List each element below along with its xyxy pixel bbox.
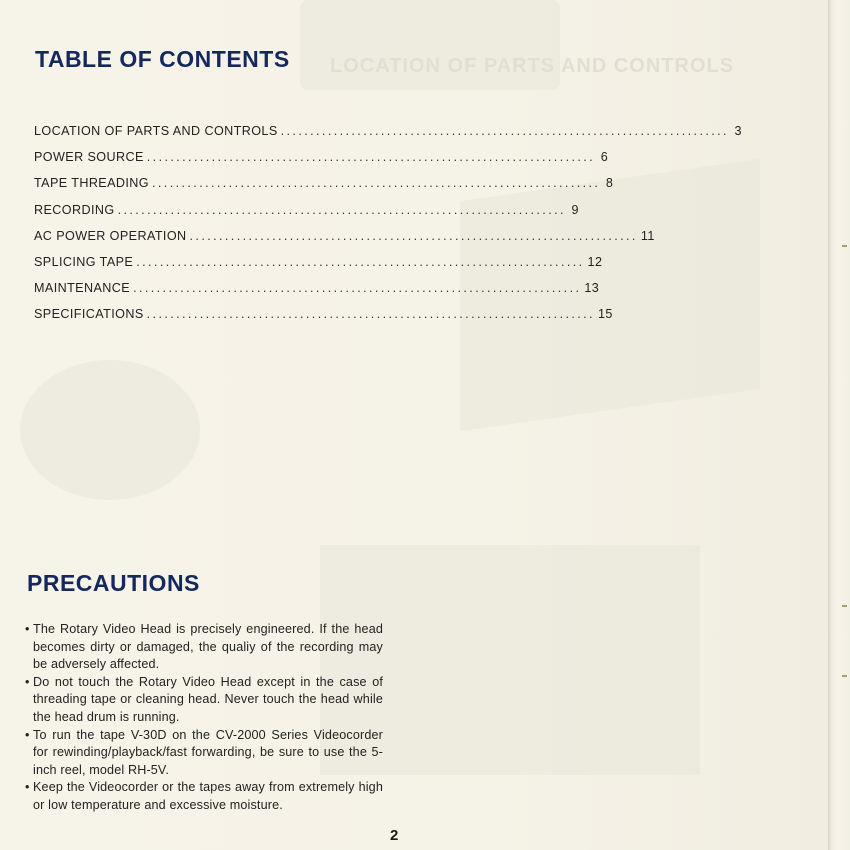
edge-mark — [842, 245, 847, 247]
toc-entry[interactable] — [34, 281, 600, 307]
toc-entry-title: POWER SOURCE — [34, 150, 144, 165]
bullet-icon: • — [25, 780, 30, 795]
precautions-heading: PRECAUTIONS — [27, 570, 200, 596]
precautions-list — [25, 621, 383, 815]
toc-dot-leader: ............................................................................ — [146, 150, 596, 165]
toc-entry-page: 11 — [640, 228, 655, 243]
toc-entry-page: 3 — [734, 124, 742, 138]
page-edge — [828, 0, 850, 850]
toc-dot-leader: ............................................................................ — [152, 176, 601, 191]
precaution-text: The Rotary Video Head is precisely engineered. If the head becomes dirty or damaged, the qualiy of the recording may be adversely affected. — [33, 622, 383, 672]
precaution-text: To run the tape V-30D on the CV-2000 Series Videocorder for rewinding/playback/fast forwarding, be sure to use the 5-inch reel, model RH-5V. — [33, 727, 383, 777]
precaution-text: Keep the Videocorder or the tapes away from extremely high or low temperature and excessive moisture. — [33, 780, 383, 812]
toc-entry-page: 12 — [587, 254, 603, 269]
precaution-item — [25, 727, 383, 780]
bullet-icon: • — [25, 622, 30, 636]
toc-entry[interactable] — [34, 307, 613, 333]
bullet-icon: • — [25, 727, 30, 742]
toc-entry-page: 6 — [600, 150, 609, 165]
edge-mark — [842, 605, 847, 607]
toc-entry[interactable] — [34, 202, 579, 229]
toc-entry[interactable] — [34, 124, 742, 150]
toc-entry-page: 15 — [597, 307, 613, 322]
toc-dot-leader: ............................................................................ — [280, 124, 729, 138]
toc-entry-title: LOCATION OF PARTS AND CONTROLS — [34, 124, 278, 138]
toc-list — [34, 124, 742, 334]
toc-heading: TABLE OF CONTENTS — [35, 46, 290, 72]
toc-dot-leader: ............................................................................ — [133, 281, 582, 296]
show-through-artwork — [20, 360, 200, 500]
toc-dot-leader: ............................................................................ — [189, 228, 638, 243]
toc-entry-title: RECORDING — [34, 202, 115, 217]
precaution-text: Do not touch the Rotary Video Head except in the case of threading tape or cleaning head. Never touch the head while the head drum is running. — [33, 674, 383, 724]
toc-entry[interactable] — [34, 254, 603, 281]
toc-dot-leader: ............................................................................ — [146, 307, 595, 322]
edge-mark — [842, 675, 847, 677]
toc-entry[interactable] — [34, 228, 655, 255]
page-number: 2 — [390, 827, 399, 844]
toc-entry-title: AC POWER OPERATION — [34, 228, 187, 243]
toc-entry-title: TAPE THREADING — [34, 176, 149, 191]
show-through-text: LOCATION OF PARTS AND CONTROLS — [330, 55, 735, 77]
toc-entry-title: MAINTENANCE — [34, 281, 131, 296]
precaution-item — [25, 621, 383, 674]
toc-entry-title: SPECIFICATIONS — [34, 307, 144, 322]
toc-entry-page: 13 — [584, 281, 600, 296]
toc-dot-leader: ............................................................................ — [136, 254, 585, 269]
toc-dot-leader: ............................................................................ — [117, 202, 566, 217]
bullet-icon: • — [25, 674, 30, 689]
toc-entry-page: 9 — [571, 202, 579, 217]
toc-entry-page: 8 — [605, 176, 614, 191]
precaution-item — [25, 779, 383, 814]
precaution-item — [25, 674, 383, 727]
toc-entry[interactable] — [34, 150, 609, 176]
toc-entry-title: SPLICING TAPE — [34, 254, 134, 269]
toc-entry[interactable] — [34, 176, 614, 202]
